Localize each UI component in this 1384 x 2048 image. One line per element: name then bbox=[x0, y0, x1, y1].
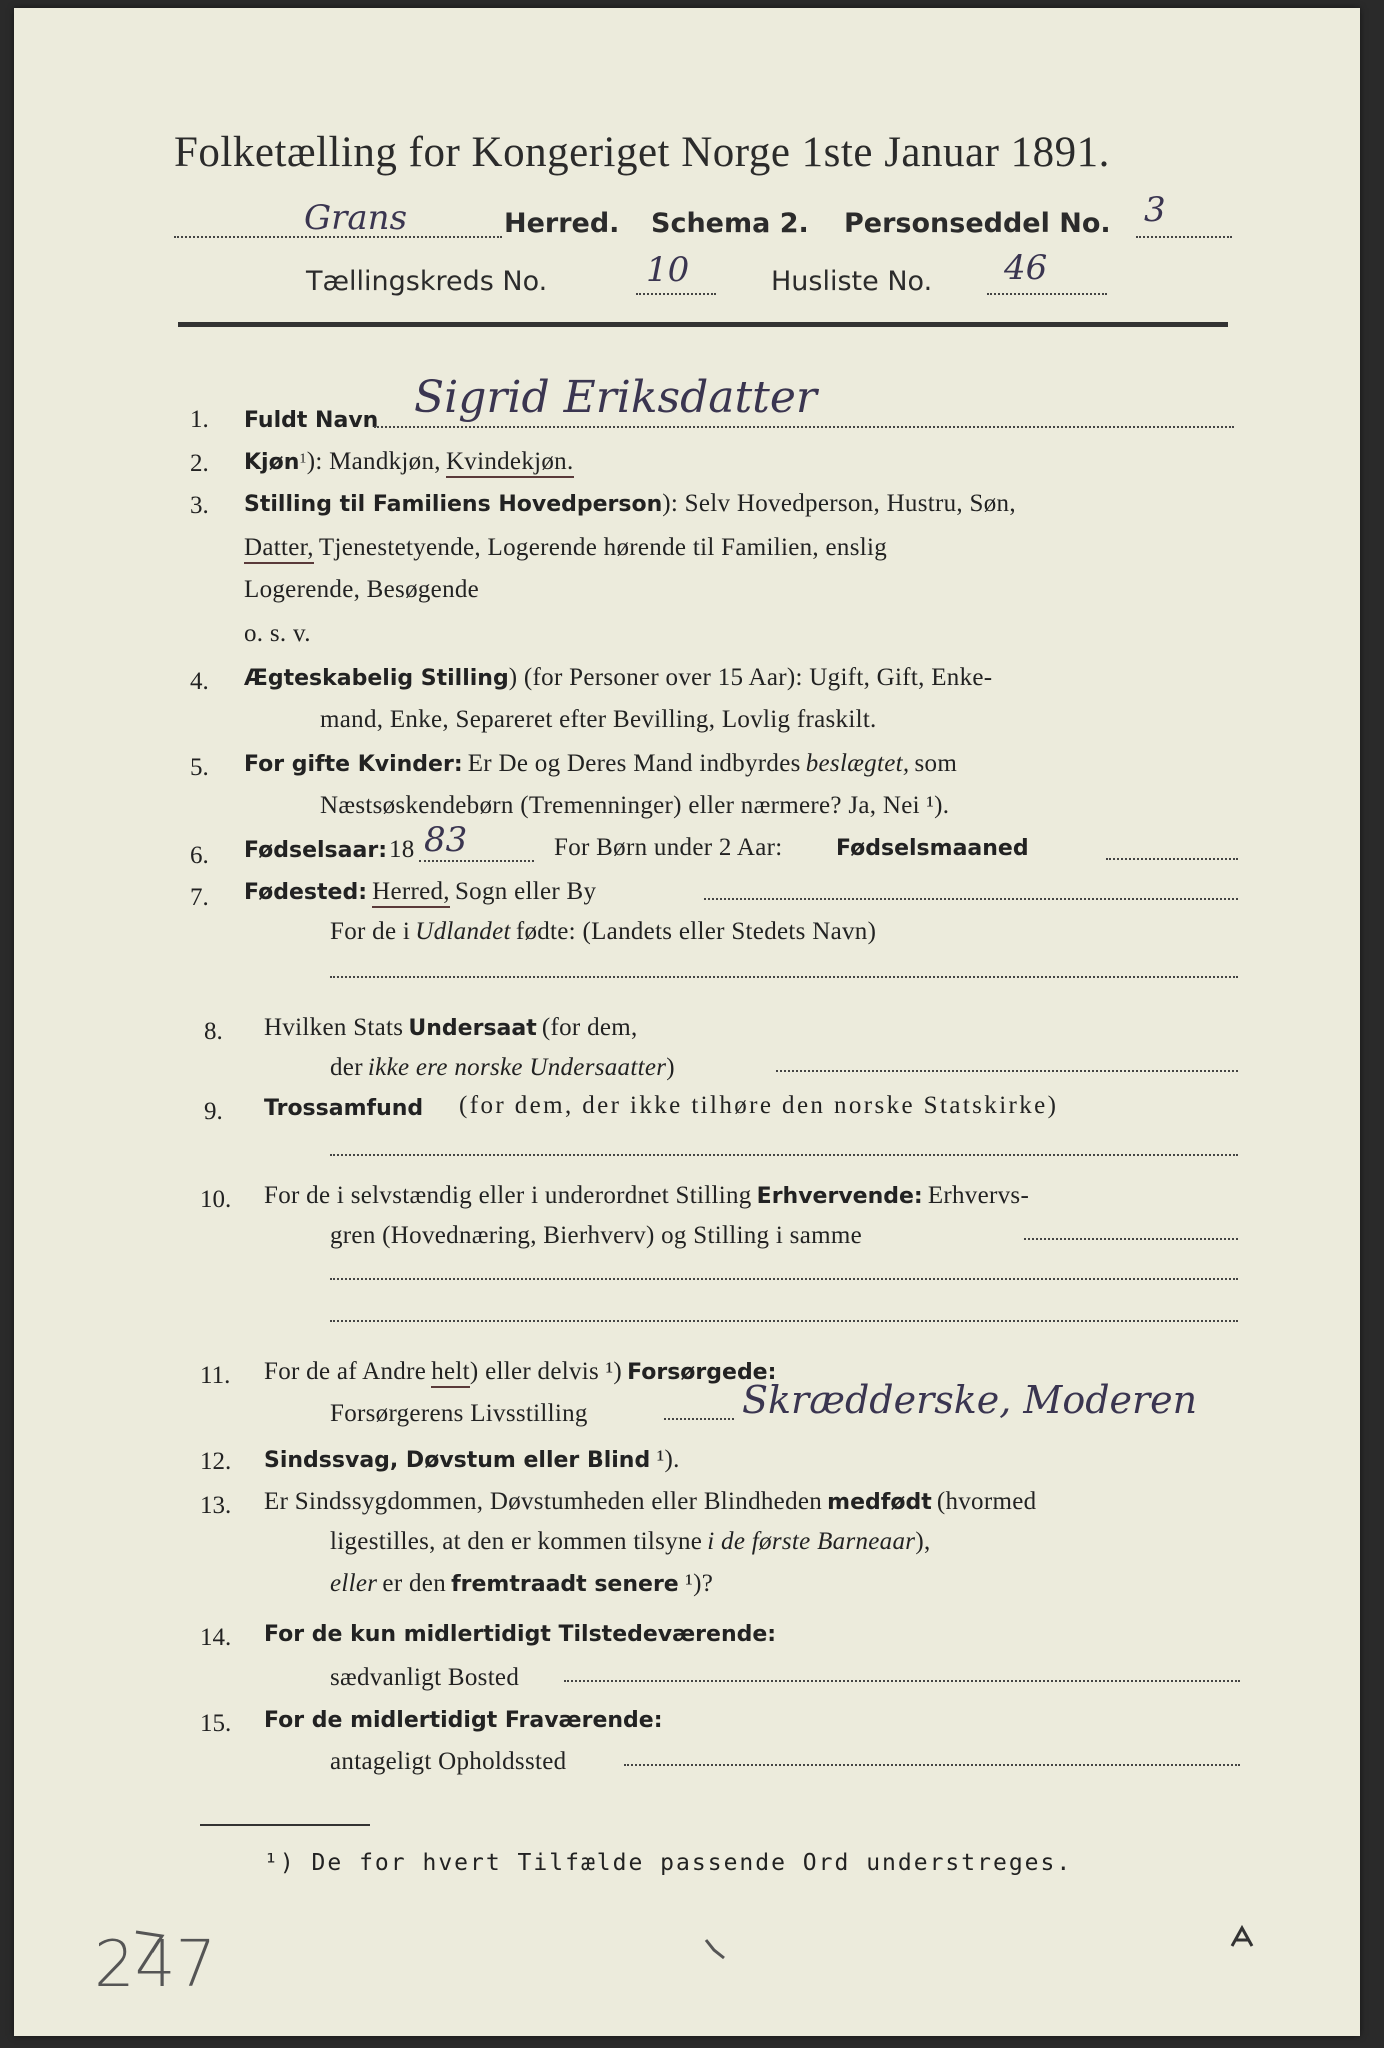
q11-dotted-line bbox=[664, 1418, 734, 1420]
q8-label: Undersaat bbox=[408, 1016, 537, 1041]
husliste-dotted-line bbox=[987, 293, 1107, 295]
q10-line1b: Erhvervs- bbox=[927, 1182, 1030, 1209]
pencil-note: 247 bbox=[94, 1928, 217, 2002]
q7-label: Fødested: bbox=[244, 880, 367, 905]
form-title: Folketælling for Kongeriget Norge 1ste Januar 1891. bbox=[174, 129, 1110, 176]
q3-selected[interactable]: Datter, bbox=[244, 534, 314, 564]
q14-dotted-line bbox=[564, 1680, 1240, 1682]
q15-dotted-line bbox=[624, 1764, 1240, 1766]
q7-row1 bbox=[244, 878, 596, 906]
kreds-value[interactable]: 10 bbox=[646, 250, 690, 290]
husliste-label: Husliste No. bbox=[771, 266, 933, 297]
q1-label: Fuldt Navn bbox=[244, 408, 379, 433]
herred-label: Herred. bbox=[504, 208, 620, 239]
personseddel-label: Personseddel No. bbox=[844, 208, 1111, 239]
q7-text: Sogn eller By bbox=[454, 878, 597, 905]
q13-line1a: Er Sindssygdommen, Døvstumheden eller Blindheden bbox=[264, 1488, 823, 1515]
kreds-label: Tællingskreds No. bbox=[306, 266, 548, 297]
q4-line1: ) (for Personer over 15 Aar): Ugift, Gift, Enke- bbox=[508, 664, 993, 691]
q15-number: 15. bbox=[200, 1710, 232, 1737]
q5-number: 5. bbox=[190, 754, 209, 781]
q10-answer-dotted-line-2 bbox=[330, 1320, 1238, 1322]
q10-number: 10. bbox=[200, 1186, 232, 1213]
q15-line2: antageligt Opholdssted bbox=[330, 1748, 567, 1775]
q6-label: Fødselsaar: bbox=[244, 838, 387, 863]
q13-line1b: (hvormed bbox=[936, 1488, 1037, 1515]
q13-row3: eller er den fremtraadt senere ¹)? bbox=[330, 1570, 714, 1597]
q10-dotted-line bbox=[1024, 1238, 1238, 1240]
q3-label: Stilling til Familiens Hovedperson bbox=[244, 492, 663, 517]
q3-line2: Tjenestetyende, Logerende hørende til Familien, enslig bbox=[318, 534, 888, 561]
q5-label: For gifte Kvinder: bbox=[244, 752, 463, 777]
q11-line1a: For de af Andre bbox=[264, 1358, 427, 1385]
q14-label: For de kun midlertidigt Tilstedeværende: bbox=[264, 1622, 777, 1647]
q4-line2: mand, Enke, Separeret efter Bevilling, Lovlig fraskilt. bbox=[320, 706, 877, 733]
q5-line1c: som bbox=[914, 750, 958, 777]
q12-label: Sindssvag, Døvstum eller Blind bbox=[264, 1448, 651, 1473]
q10-line2: gren (Hovednæring, Bierhverv) og Stilling i samme bbox=[330, 1222, 862, 1249]
q13-label: medfødt bbox=[827, 1490, 932, 1515]
q13-row1 bbox=[264, 1488, 1036, 1516]
q10-row1 bbox=[264, 1182, 1029, 1210]
q11-label: Forsørgede: bbox=[627, 1360, 777, 1385]
q10-label: Erhvervende: bbox=[756, 1184, 923, 1209]
q8-line2a: der bbox=[330, 1054, 363, 1081]
q7-dotted-line bbox=[704, 898, 1238, 900]
q3-number: 3. bbox=[190, 492, 209, 519]
q13-number: 13. bbox=[200, 1492, 232, 1519]
q6-number: 6. bbox=[190, 842, 209, 869]
q4-label: Ægteskabelig Stilling bbox=[244, 666, 509, 691]
q7-row2 bbox=[330, 918, 876, 946]
q13-line2b: i de første Barneaar bbox=[707, 1528, 916, 1555]
q5-line2: Næstsøskendebørn (Tremenninger) eller nærmere? Ja, Nei ¹). bbox=[320, 792, 950, 819]
q6-value[interactable]: 83 bbox=[424, 820, 468, 860]
q13-line3c: fremtraadt senere bbox=[451, 1572, 679, 1597]
q12-number: 12. bbox=[200, 1448, 232, 1475]
q4-row1 bbox=[244, 664, 992, 692]
q8-line2b: ikke ere norske Undersaatter bbox=[367, 1054, 667, 1081]
schema-label: Schema 2. bbox=[651, 208, 809, 239]
q6-prefix: 18 bbox=[389, 836, 415, 863]
q14-line2: sædvanligt Bosted bbox=[330, 1664, 520, 1691]
q9-answer-dotted-line bbox=[330, 1154, 1238, 1156]
q7-answer-dotted-line bbox=[330, 976, 1238, 978]
q12-row: Sindssvag, Døvstum eller Blind ¹). bbox=[264, 1446, 680, 1473]
q8-row2: der ikke ere norske Undersaatter) bbox=[330, 1054, 675, 1081]
personseddel-dotted-line bbox=[1136, 236, 1232, 238]
q2-selected[interactable]: Kvindekjøn. bbox=[446, 448, 574, 478]
q11-number: 11. bbox=[200, 1362, 231, 1389]
q11-line1b: ) eller delvis ¹) bbox=[469, 1358, 623, 1385]
census-form-page bbox=[14, 8, 1360, 2036]
q3-line1: ): Selv Hovedperson, Hustru, Søn, bbox=[662, 490, 1016, 517]
q3-row1 bbox=[244, 490, 1016, 518]
q13-line2a: ligestilles, at den er kommen tilsyne bbox=[330, 1528, 703, 1555]
q8-dotted-line bbox=[776, 1070, 1238, 1072]
pencil-mark-left bbox=[132, 1926, 172, 1960]
q3-row2 bbox=[244, 534, 887, 562]
q1-dotted-line bbox=[374, 426, 1234, 428]
kreds-dotted-line bbox=[636, 293, 716, 295]
q6-text: For Børn under 2 Aar: bbox=[554, 834, 783, 861]
q3-line3: Logerende, Besøgende bbox=[244, 576, 480, 603]
q3-line4: o. s. v. bbox=[244, 620, 311, 647]
q11-row1 bbox=[264, 1358, 776, 1386]
q7-line2b: Udlandet bbox=[415, 918, 511, 945]
q11-line2: Forsørgerens Livsstilling bbox=[330, 1400, 588, 1427]
q5-line1a: Er De og Deres Mand indbyrdes bbox=[467, 750, 801, 777]
q7-line2a: For de i bbox=[330, 918, 411, 945]
q5-line1b: beslægtet, bbox=[805, 750, 910, 777]
q13-row2: ligestilles, at den er kommen tilsyne i de første Barneaar), bbox=[330, 1528, 931, 1555]
q2-number: 2. bbox=[190, 450, 209, 477]
q6-label2: Fødselsmaaned bbox=[836, 836, 1029, 861]
header-rule bbox=[178, 322, 1228, 327]
q1-value[interactable]: Sigrid Eriksdatter bbox=[414, 372, 817, 423]
pencil-mark-right bbox=[1228, 1922, 1258, 1956]
q8-row1 bbox=[264, 1014, 638, 1042]
q2-label: Kjøn bbox=[244, 450, 300, 475]
footnote-rule bbox=[200, 1824, 370, 1826]
q10-line1a: For de i selvstændig eller i underordnet Stilling bbox=[264, 1182, 752, 1209]
footnote: ¹) De for hvert Tilfælde passende Ord understreges. bbox=[264, 1850, 1073, 1876]
q6-year-dotted-line bbox=[419, 860, 534, 862]
q10-answer-dotted-line-1 bbox=[330, 1278, 1238, 1280]
q2-text: ): Mandkjøn, bbox=[306, 448, 441, 475]
pencil-mark-center bbox=[702, 1936, 732, 1970]
q9-label: Trossamfund bbox=[264, 1096, 424, 1121]
q7-selected[interactable]: Herred, bbox=[372, 878, 450, 908]
q9-number: 9. bbox=[204, 1098, 223, 1125]
q2-row bbox=[244, 448, 574, 476]
q5-row1 bbox=[244, 750, 957, 778]
q8-line1b: (for dem, bbox=[541, 1014, 638, 1041]
q13-line3b: er den bbox=[382, 1570, 446, 1597]
q13-line3a: eller bbox=[330, 1570, 378, 1597]
q11-value[interactable]: Skrædderske, Moderen bbox=[742, 1378, 1198, 1422]
q7-number: 7. bbox=[190, 884, 209, 911]
q15-label: For de midlertidigt Fraværende: bbox=[264, 1708, 663, 1733]
q4-number: 4. bbox=[190, 668, 209, 695]
q8-line1a: Hvilken Stats bbox=[264, 1014, 404, 1041]
q6-month-dotted-line bbox=[1106, 858, 1238, 860]
q7-line2c: fødte: (Landets eller Stedets Navn) bbox=[515, 918, 877, 945]
q2-sup: 1 bbox=[299, 451, 307, 467]
personseddel-value[interactable]: 3 bbox=[1144, 190, 1166, 230]
herred-value[interactable]: Grans bbox=[304, 198, 408, 238]
q11-selected[interactable]: helt bbox=[431, 1358, 470, 1388]
q14-number: 14. bbox=[200, 1624, 232, 1651]
q1-number: 1. bbox=[190, 406, 209, 433]
q8-number: 8. bbox=[204, 1018, 223, 1045]
husliste-value[interactable]: 46 bbox=[1004, 248, 1048, 288]
q9-text: (for dem, der ikke tilhøre den norske Statskirke) bbox=[459, 1092, 1059, 1119]
